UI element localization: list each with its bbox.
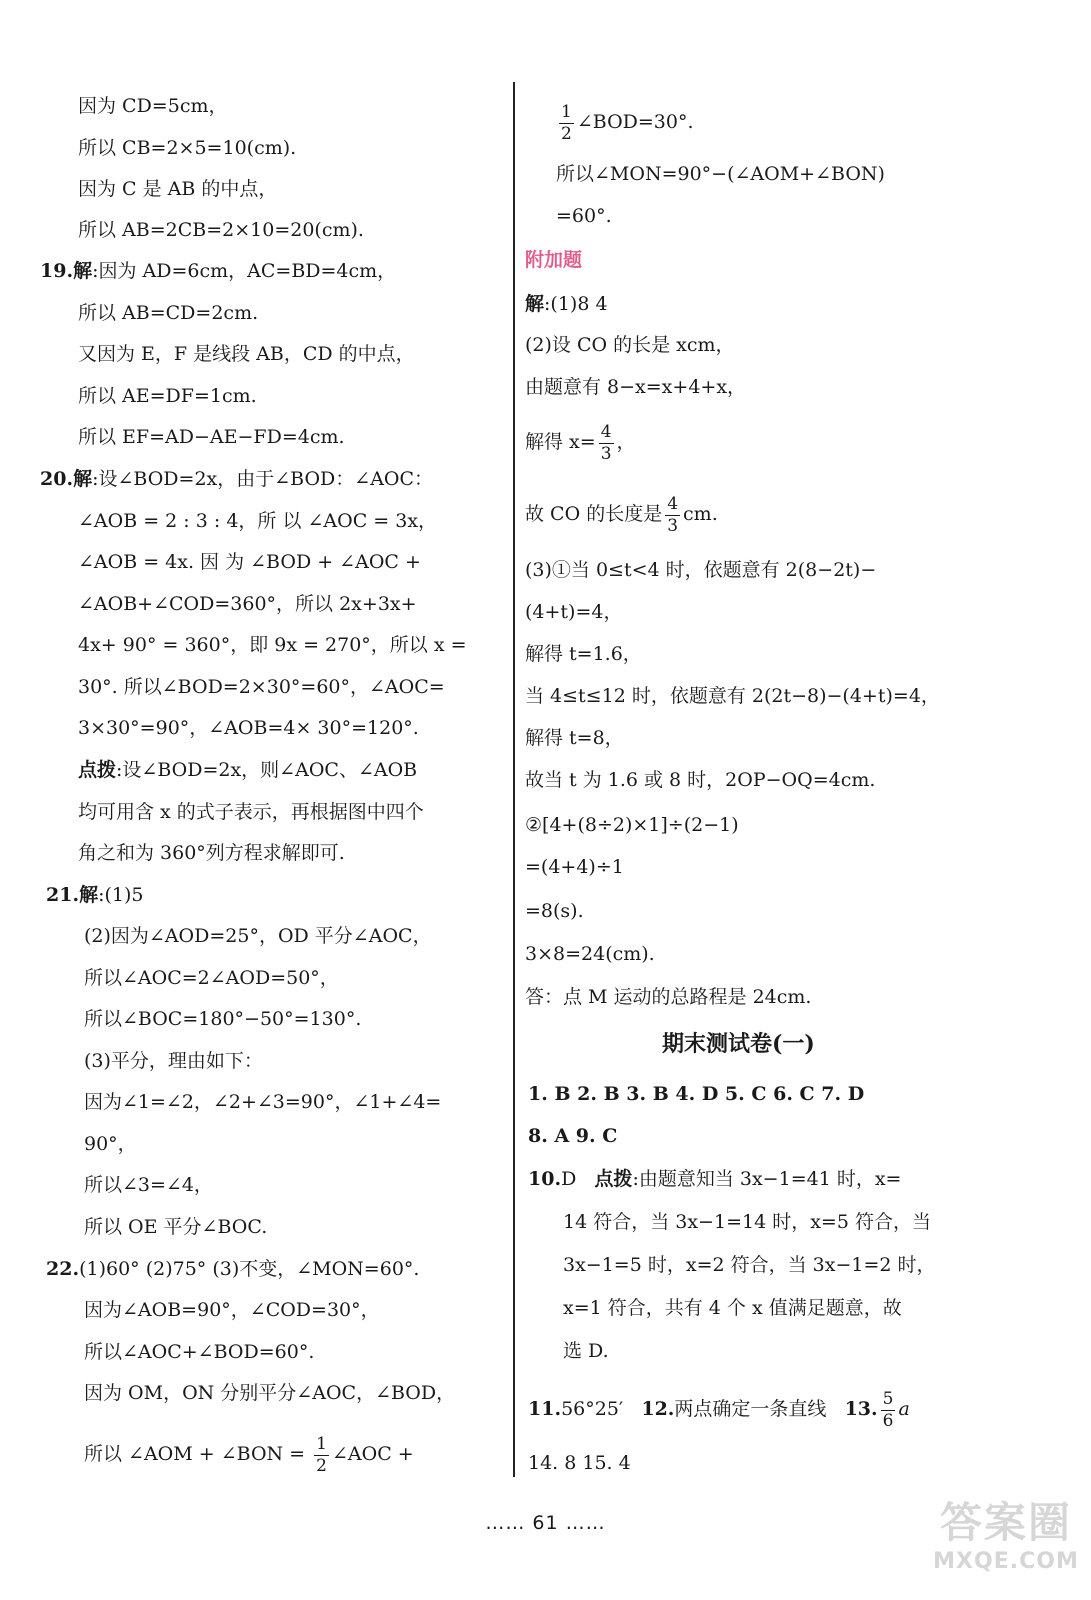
text-line (84, 922, 432, 952)
line-text: (1)60° (2)75° (3)不变，∠MON=60°. (79, 1258, 420, 1280)
text-line (46, 881, 143, 911)
line-text: 所以 AE=DF=1cm. (78, 385, 257, 407)
text-line (563, 1208, 931, 1238)
question-number: 22. (46, 1258, 80, 1280)
text-line (563, 1337, 609, 1367)
line-text: 故当 t 为 1.6 或 8 时，2OP−OQ=4cm. (525, 769, 876, 791)
text-line (78, 631, 467, 661)
line-text: 因为∠AOB=90°，∠COD=30°， (84, 1299, 380, 1321)
answers-row-1: 1. B 2. B 3. B 4. D 5. C 6. C 7. D (528, 1083, 865, 1105)
watermark-url: MXQE.COM (933, 1549, 1079, 1574)
line-text: 8. A 9. C (528, 1125, 618, 1147)
text-line (84, 1213, 267, 1243)
line-text: =(4+4)÷1 (525, 856, 624, 878)
bold-label: 解 (525, 293, 545, 315)
line-text: 14 符合，当 3x−1=14 时，x=5 符合，当 (563, 1211, 931, 1233)
text-line (78, 299, 258, 329)
line-text: 4x+ 90° = 360°，即 9x = 270°，所以 x = (78, 634, 467, 656)
line-text: :因为 AD=6cm，AC=BD=4cm， (92, 260, 397, 282)
text-line (84, 1130, 137, 1160)
text-line (78, 340, 415, 370)
text-line (78, 798, 424, 828)
line-text: (3)①当 0≤t<4 时，依题意有 2(8−2t)− (525, 559, 877, 581)
line-text: 均可用含 x 的式子表示，再根据图中四个 (78, 801, 424, 823)
text-line (78, 839, 345, 869)
line-text: 由题意有 8−x=x+4+x， (525, 376, 747, 398)
text-line (84, 1338, 314, 1368)
solve-x-line: 解得 x= $\frac{4}{3}$ ， (525, 421, 636, 464)
line-text: :(1)8 4 (544, 293, 608, 315)
fraction: $\frac{4}{3}$ (667, 493, 679, 536)
line-text: 解得 t=8， (525, 727, 624, 749)
q10-line: 10.D 点拨:由题意知当 3x−1=41 时，x= (528, 1168, 902, 1190)
text-line (84, 1005, 361, 1035)
text-line (525, 331, 735, 361)
line-text: 因为 C 是 AB 的中点， (78, 178, 278, 200)
line-text: 所以∠3=∠4， (84, 1174, 213, 1196)
text-line (525, 940, 655, 970)
line-text: 当 4≤t≤12 时，依题意有 2(2t−8)−(4+t)=4， (525, 685, 940, 707)
line-text: 所以 AB=CD=2cm. (78, 302, 259, 324)
text-line (528, 1449, 631, 1479)
text-line (525, 373, 746, 403)
text-line (78, 134, 296, 164)
line-text: 所以 AB=2CB=2×10=20(cm). (78, 219, 364, 241)
text-line (78, 507, 437, 537)
text-line (525, 983, 811, 1013)
line-text: 角之和为 360°列方程求解即可. (78, 842, 345, 864)
text-line (78, 382, 257, 412)
line-text: (4+t)=4， (525, 601, 623, 623)
text-line (525, 246, 582, 276)
text-line (78, 714, 419, 744)
text-line (78, 423, 345, 453)
text-line (84, 1379, 455, 1409)
line-text: 所以∠BOC=180°−50°=130°. (84, 1008, 362, 1030)
question-number: 21. (46, 884, 80, 906)
line-text: :设∠BOD=2x，由于∠BOD：∠AOC： (92, 468, 434, 490)
line-text: 选 D. (563, 1340, 609, 1362)
question-number: 19. (40, 260, 74, 282)
bold-label: 点拨 (78, 759, 117, 781)
line-text: ∠AOB = 2 : 3 : 4，所 以 ∠AOC = 3x， (78, 510, 438, 532)
text-line (78, 590, 417, 620)
text-line (525, 811, 739, 841)
line-text: :设∠BOD=2x，则∠AOC、∠AOB (116, 759, 418, 781)
line-text: x=1 符合，共有 4 个 x 值满足题意，故 (563, 1297, 902, 1319)
left-last-line: 所以 ∠AOM + ∠BON = $\frac{1}{2}$ ∠AOC + (84, 1433, 414, 1476)
line-text: 90°， (84, 1133, 137, 1155)
text-line (556, 202, 612, 232)
line-text: :(1)5 (98, 884, 144, 906)
column-divider (513, 82, 515, 1477)
text-line (525, 897, 584, 927)
text-line (84, 1296, 380, 1326)
watermark-text: 答案圈 (939, 1498, 1072, 1547)
q11-13-line: 11.56°25′ 12.两点确定一条直线 13. $\frac{5}{6}$ a (528, 1388, 910, 1431)
line-text: (3)平分，理由如下： (84, 1050, 263, 1072)
line-text: 所以∠AOC+∠BOD=60°. (84, 1341, 315, 1363)
text-line (78, 548, 421, 578)
line-text: 所以 EF=AD−AE−FD=4cm. (78, 426, 345, 448)
line-text: 3×30°=90°，∠AOB=4× 30°=120°. (78, 717, 419, 739)
line-text: =8(s). (525, 900, 584, 922)
line-text: 解得 t=1.6， (525, 643, 642, 665)
question-number: 20. (40, 468, 74, 490)
line-text: 因为 OM，ON 分别平分∠AOC，∠BOD， (84, 1382, 456, 1404)
line-text: (2)因为∠AOD=25°，OD 平分∠AOC， (84, 925, 432, 947)
co-length-line: 故 CO 的长度是 $\frac{4}{3}$ cm. (525, 493, 718, 536)
fraction: $\frac{1}{2}$ (561, 101, 572, 144)
text-line (563, 1294, 902, 1324)
line-text: 3x−1=5 时，x=2 符合，当 3x−1=2 时， (563, 1254, 936, 1276)
watermark-logo (931, 1497, 1081, 1592)
text-line (525, 724, 624, 754)
text-line (525, 853, 624, 883)
fraction: $\frac{5}{6}$ (882, 1388, 894, 1431)
right-first-line: $\frac{1}{2}$ ∠BOD=30°. (561, 101, 694, 144)
fraction: $\frac{4}{3}$ (600, 421, 612, 464)
text-line (525, 556, 876, 586)
text-line (525, 290, 608, 320)
text-line (525, 598, 622, 628)
text-line (78, 673, 445, 703)
line-text: ∠AOB = 4x. 因 为 ∠BOD + ∠AOC + (78, 551, 421, 573)
page-footer: …… 61 …… (485, 1512, 606, 1534)
text-line (40, 465, 433, 495)
line-text: 又因为 E，F 是线段 AB，CD 的中点， (78, 343, 415, 365)
line-text: 所以∠AOC=2∠AOD=50°， (84, 967, 339, 989)
line-text: 因为 CD=5cm， (78, 95, 228, 117)
line-text: =60°. (556, 205, 612, 227)
section-label: 附加题 (525, 249, 583, 271)
line-text: 所以 CB=2×5=10(cm). (78, 137, 297, 159)
text-line (525, 640, 642, 670)
text-line (40, 257, 396, 287)
text-line (84, 1171, 213, 1201)
line-text: 所以 OE 平分∠BOC. (84, 1216, 268, 1238)
text-line (84, 1088, 441, 1118)
text-line (84, 964, 339, 994)
line-text: 14. 8 15. 4 (528, 1452, 631, 1474)
exam-title: 期末测试卷(一) (662, 1031, 815, 1057)
line-text: 所以∠MON=90°−(∠AOM+∠BON) (556, 163, 885, 185)
line-text: 答：点 M 运动的总路程是 24cm. (525, 986, 812, 1008)
text-line (78, 92, 227, 122)
text-line (84, 1047, 263, 1077)
line-text: 3×8=24(cm). (525, 943, 655, 965)
text-line (78, 216, 364, 246)
line-text: ∠AOB+∠COD=360°，所以 2x+3x+ (78, 593, 417, 615)
line-text: (2)设 CO 的长是 xcm， (525, 334, 735, 356)
line-text: 30°. 所以∠BOD=2×30°=60°，∠AOC= (78, 676, 445, 698)
text-line (556, 160, 885, 190)
bold-label: 解 (73, 468, 93, 490)
line-text: ②[4+(8÷2)×1]÷(2−1) (525, 814, 739, 836)
text-line (525, 766, 875, 796)
bold-label: 解 (79, 884, 99, 906)
bold-label: 解 (73, 260, 93, 282)
text-line (563, 1251, 936, 1281)
text-line (528, 1122, 617, 1152)
text-line (46, 1255, 419, 1285)
fraction: $\frac{1}{2}$ (316, 1433, 327, 1476)
text-line (78, 175, 277, 205)
page-number: 61 (532, 1512, 559, 1534)
text-line (78, 756, 417, 786)
text-line (525, 682, 940, 712)
line-text: 因为∠1=∠2，∠2+∠3=90°，∠1+∠4= (84, 1091, 442, 1113)
